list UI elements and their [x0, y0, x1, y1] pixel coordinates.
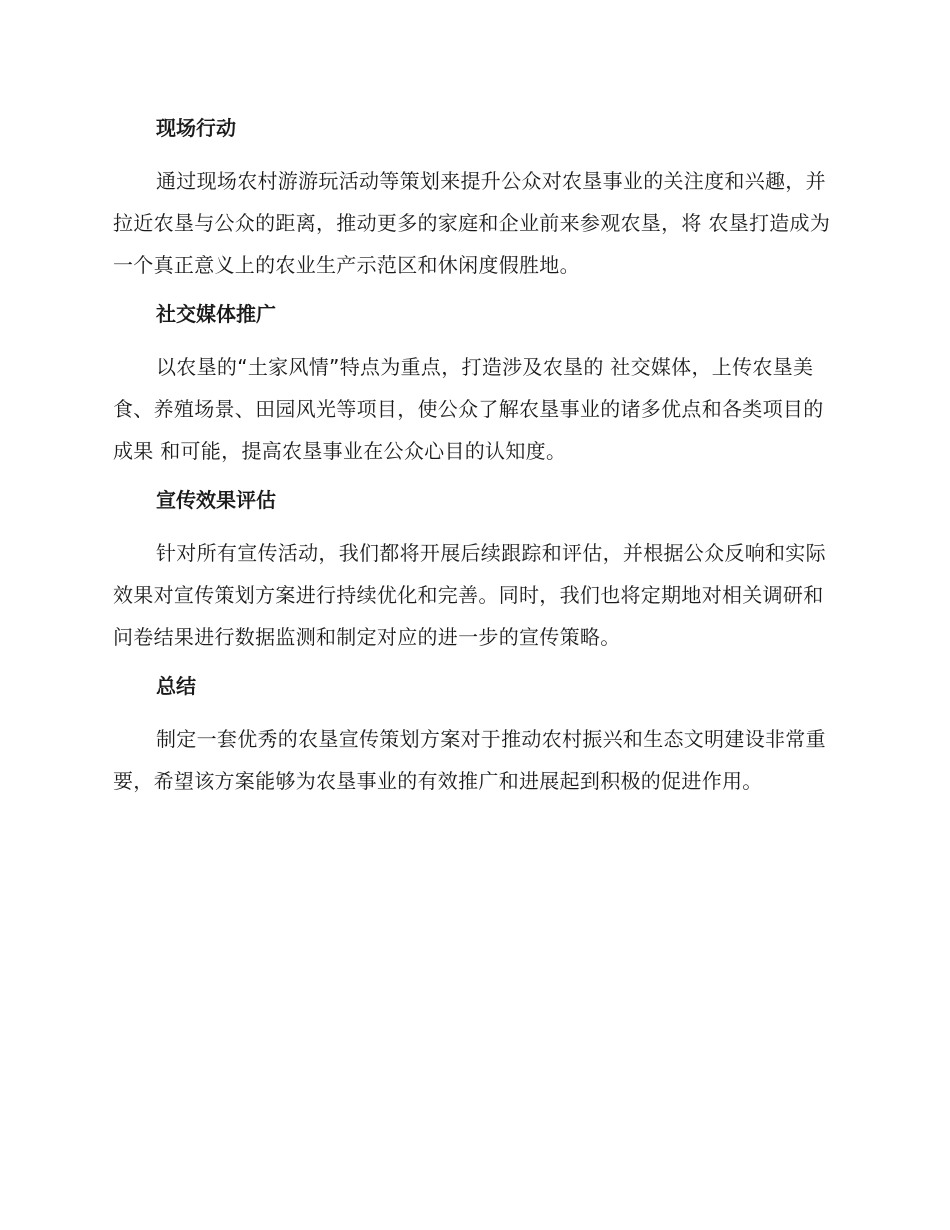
section-paragraph: 针对所有宣传活动，我们都将开展后续跟踪和评估，并根据公众反响和实际效果对宣传策划方案进行持续优化和完善。同时，我们也将定期地对相关调研和问卷结果进行数据监测和制定对应的进一步的宣传策略。 — [113, 541, 826, 649]
section-heading: 宣传效果评估 — [156, 488, 276, 512]
section-paragraph: 制定一套优秀的农垦宣传策划方案对于推动农村振兴和生态文明建设非常重要，希望该方案能够为农垦事业的有效推广和进展起到积极的促进作用。 — [113, 727, 826, 793]
section-social-media — [113, 296, 838, 472]
section-paragraph: 以农垦的“土家风情”特点为重点，打造涉及农垦的 社交媒体，上传农垦美食、养殖场景、田园风光等项目，使公众了解农垦事业的诸多优点和各类项目的 成果 和可能，提高农垦事业在公众心目的认知度。 — [113, 355, 824, 463]
section-heading: 社交媒体推广 — [156, 302, 276, 326]
section-evaluation — [113, 482, 838, 658]
section-heading: 总结 — [156, 674, 196, 698]
document-page — [113, 110, 838, 802]
section-on-site-action — [113, 110, 838, 286]
section-heading: 现场行动 — [156, 116, 236, 140]
section-paragraph: 通过现场农村游游玩活动等策划来提升公众对农垦事业的关注度和兴趣，并拉近农垦与公众的距离，推动更多的家庭和企业前来参观农垦，将 农垦打造成为一个真正意义上的农业生产示范区和休闲度假胜地。 — [113, 169, 831, 277]
section-summary — [113, 668, 838, 802]
